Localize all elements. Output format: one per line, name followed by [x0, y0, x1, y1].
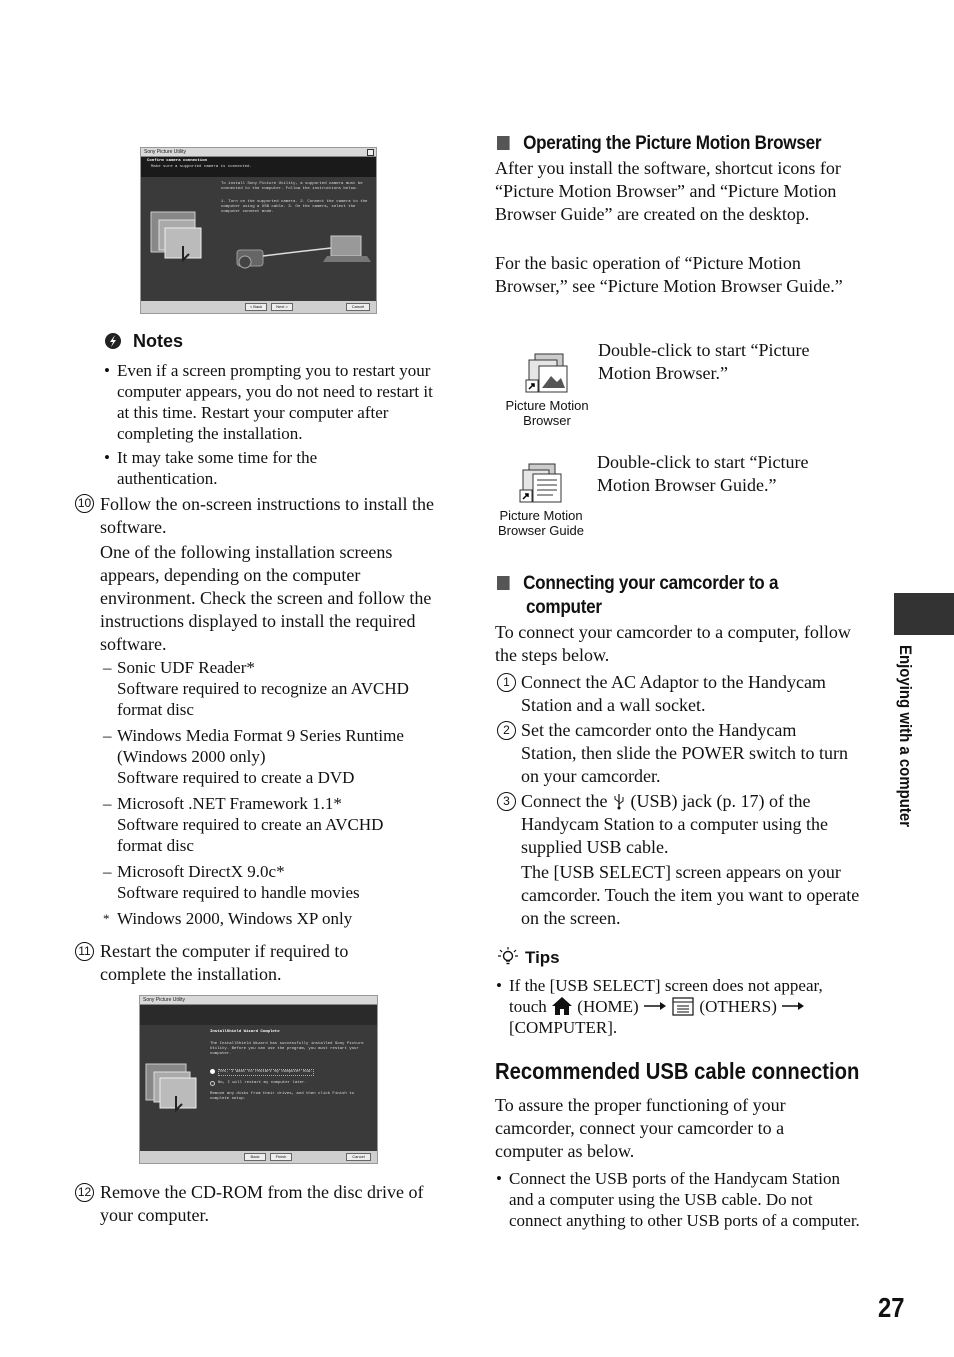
notes-bullet-1: • Even if a screen prompting you to restart your computer appears, you do not need to restart it at this time. Restart your computer after completing the installation. [104, 360, 449, 444]
sidebar-label-text: Enjoying with a computer [896, 645, 915, 828]
section-square-icon [497, 576, 510, 590]
camera-usb-illustration [145, 188, 373, 300]
software-item-name: Microsoft .NET Framework 1.1* [117, 794, 342, 813]
recommended-bullet-text: Connect the USB ports of the Handycam Station and a computer using the USB cable. Do not connect anything to other USB ports of a computer. [509, 1169, 860, 1230]
operating-para-1: After you install the software, shortcut icons for “Picture Motion Browser” and “Picture Motion Browser Guide” are created on the desktop. [495, 158, 841, 224]
arrow-right-icon [781, 1001, 805, 1011]
step-number-2: 2 [497, 721, 516, 740]
section-tab [894, 593, 954, 635]
screenshot-note: Remove any disks from their drives, and then click Finish to complete setup. [210, 1092, 355, 1101]
next-button: Next > [271, 303, 293, 311]
picture-motion-browser-icon [525, 352, 571, 396]
screenshot-title-text: Sony Picture Utility [143, 997, 185, 1003]
icon1-label [500, 398, 594, 428]
step3-text-b: (USB) jack (p. 17) of the Handycam Station to a computer using the supplied USB cable. [521, 791, 828, 857]
back-button: < Back [245, 303, 267, 311]
notes-item-1: Even if a screen prompting you to restart your computer appears, you do not need to restart it at this time. Restart your computer after completing the installation. [117, 361, 433, 443]
software-list [103, 657, 448, 929]
connecting-intro: To connect your camcorder to a computer, follow the steps below. [495, 622, 851, 665]
back-button: Back [244, 1153, 266, 1161]
screenshot-title-bar [140, 996, 377, 1005]
screenshot-body: The InstallShield Wizard has successfully installed Sony Picture Utility. Before you can use the program, you must restart your computer. [210, 1042, 364, 1056]
notes-icon [104, 332, 122, 350]
tips-home: (HOME) [577, 997, 639, 1016]
picture-motion-browser-guide-icon [519, 462, 565, 506]
recommended-para: To assure the proper functioning of your camcorder, connect your camcorder to a computer as below. [495, 1095, 786, 1161]
step10-text: Follow the on-screen instructions to install the software. [100, 494, 434, 537]
arrow-right-icon [643, 1001, 667, 1011]
screenshot-header [141, 157, 376, 177]
screenshot-footer [141, 301, 376, 313]
tips-lightbulb-icon [497, 946, 519, 968]
usb-icon [614, 792, 624, 810]
icon2-label-line1: Picture Motion [499, 508, 583, 523]
connecting-heading [497, 572, 778, 595]
tips-bullet: • If the [USB SELECT] screen does not appear, touch (HOME) (OTHERS) [COMPUTER]. [496, 975, 861, 1038]
icon2-label-line2: Browser Guide [498, 523, 584, 538]
step3-text-a: Connect the [521, 791, 608, 811]
install-screenshot-camera-connection [140, 147, 377, 314]
sidebar-label [897, 645, 919, 865]
screenshot-steps: 1. Turn on the supported camera. 2. Connect the camera to the computer using a USB cable. 3. On the camera, select the computer connect mode. [221, 200, 368, 214]
connecting-heading-2: computer [526, 597, 602, 618]
connecting-step3-para: The [USB SELECT] screen appears on your camcorder. Touch the item you want to operate on the screen. [521, 862, 860, 928]
step11-text: Restart the computer if required to complete the installation. [100, 941, 349, 984]
connecting-step-3 [521, 790, 866, 859]
software-item-desc: Software required to create an AVCHD format disc [117, 815, 384, 855]
icon2-description: Double-click to start “Picture Motion Browser Guide.” [597, 452, 809, 495]
screenshot-footer [140, 1151, 377, 1163]
screenshot-title-text: Sony Picture Utility [144, 149, 186, 155]
screenshot-radio-2: No, I will restart my computer later. [218, 1081, 307, 1085]
recommended-bullet: • Connect the USB ports of the Handycam Station and a computer using the USB cable. Do not connect anything to other USB ports of a computer. [496, 1169, 860, 1230]
wizard-illustration [144, 1056, 204, 1116]
footnote-text: Windows 2000, Windows XP only [117, 909, 353, 928]
operating-heading-text: Operating the Picture Motion Browser [523, 133, 822, 154]
step-number-10: 10 [75, 494, 94, 513]
connecting-step-2: Set the camcorder onto the Handycam Station, then slide the POWER switch to turn on your camcorder. [521, 720, 848, 786]
close-icon [367, 149, 374, 156]
tips-line-1: If the [USB SELECT] screen does not appear, [509, 976, 823, 995]
screenshot-header [140, 1005, 377, 1025]
footnote: * Windows 2000, Windows XP only [103, 908, 448, 929]
tips-line-3: [COMPUTER]. [509, 1018, 618, 1037]
cancel-button: Cancel [346, 1153, 371, 1161]
screenshot-radio-1: Yes, I want to restart my computer now. [219, 1070, 313, 1074]
operating-heading [497, 132, 821, 155]
install-screenshot-wizard-complete [139, 995, 378, 1164]
screenshot-body: To install Sony Picture Utility, a supported camera must be connected to the computer. Follow the instructions below. [221, 182, 363, 191]
screenshot-heading: InstallShield Wizard Complete [210, 1030, 280, 1034]
step-number-11: 11 [75, 942, 94, 961]
icon2-label [494, 508, 588, 538]
section-square-icon [497, 136, 510, 150]
home-icon [551, 996, 573, 1016]
software-item-desc: Software required to recognize an AVCHD format disc [117, 679, 409, 719]
software-item-name: Microsoft DirectX 9.0c* [117, 862, 285, 881]
screenshot-title-bar [141, 148, 376, 157]
notes-item-2: It may take some time for the authentication. [117, 448, 318, 488]
finish-button: Finish [270, 1153, 292, 1161]
step-number-1: 1 [497, 673, 516, 692]
software-item: – Microsoft DirectX 9.0c* Software required to handle movies [103, 861, 448, 903]
icon1-description: Double-click to start “Picture Motion Browser.” [598, 340, 810, 383]
software-item: – Sonic UDF Reader* Software required to recognize an AVCHD format disc [103, 657, 448, 720]
connecting-step-1: Connect the AC Adaptor to the Handycam Station and a wall socket. [521, 672, 826, 715]
others-icon [671, 996, 695, 1016]
software-item-desc: Software required to handle movies [117, 883, 360, 902]
tips-touch: touch [509, 997, 547, 1016]
recommended-heading: Recommended USB cable connection [495, 1058, 860, 1084]
page-number: 27 [878, 1292, 905, 1323]
icon1-label-line1: Picture Motion [505, 398, 589, 413]
screenshot-heading: Confirm camera connection [147, 159, 208, 163]
notes-title: Notes [133, 331, 184, 351]
tips-title: Tips [525, 948, 560, 967]
screenshot-subheading: Make sure a supported camera is connected. [151, 165, 252, 169]
connecting-heading-line1: Connecting your camcorder to a [523, 573, 779, 594]
software-item-name: Windows Media Format 9 Series Runtime (Windows 2000 only) [117, 726, 404, 766]
step-number-12: 12 [75, 1183, 94, 1202]
radio-icon [210, 1081, 215, 1086]
step-number-3: 3 [497, 792, 516, 811]
step10-para: One of the following installation screens appears, depending on the computer environment. Check the screen and follow the instructions displayed to install the required software. [100, 542, 432, 654]
icon1-label-line2: Browser [523, 413, 571, 428]
step12-text: Remove the CD-ROM from the disc drive of your computer. [100, 1182, 424, 1225]
operating-para-2: For the basic operation of “Picture Motion Browser,” see “Picture Motion Browser Guide.” [495, 253, 843, 296]
cancel-button: Cancel [346, 303, 370, 311]
software-item-name: Sonic UDF Reader* [117, 658, 255, 677]
software-item: – Windows Media Format 9 Series Runtime (Windows 2000 only) Software required to create a DVD [103, 725, 448, 788]
tips-line-2 [509, 996, 861, 1017]
notes-bullet-2: • It may take some time for the authentication. [104, 447, 449, 489]
radio-selected-icon [210, 1069, 215, 1074]
software-item-desc: Software required to create a DVD [117, 768, 355, 787]
tips-others: (OTHERS) [699, 997, 777, 1016]
software-item: – Microsoft .NET Framework 1.1* Software required to create an AVCHD format disc [103, 793, 448, 856]
